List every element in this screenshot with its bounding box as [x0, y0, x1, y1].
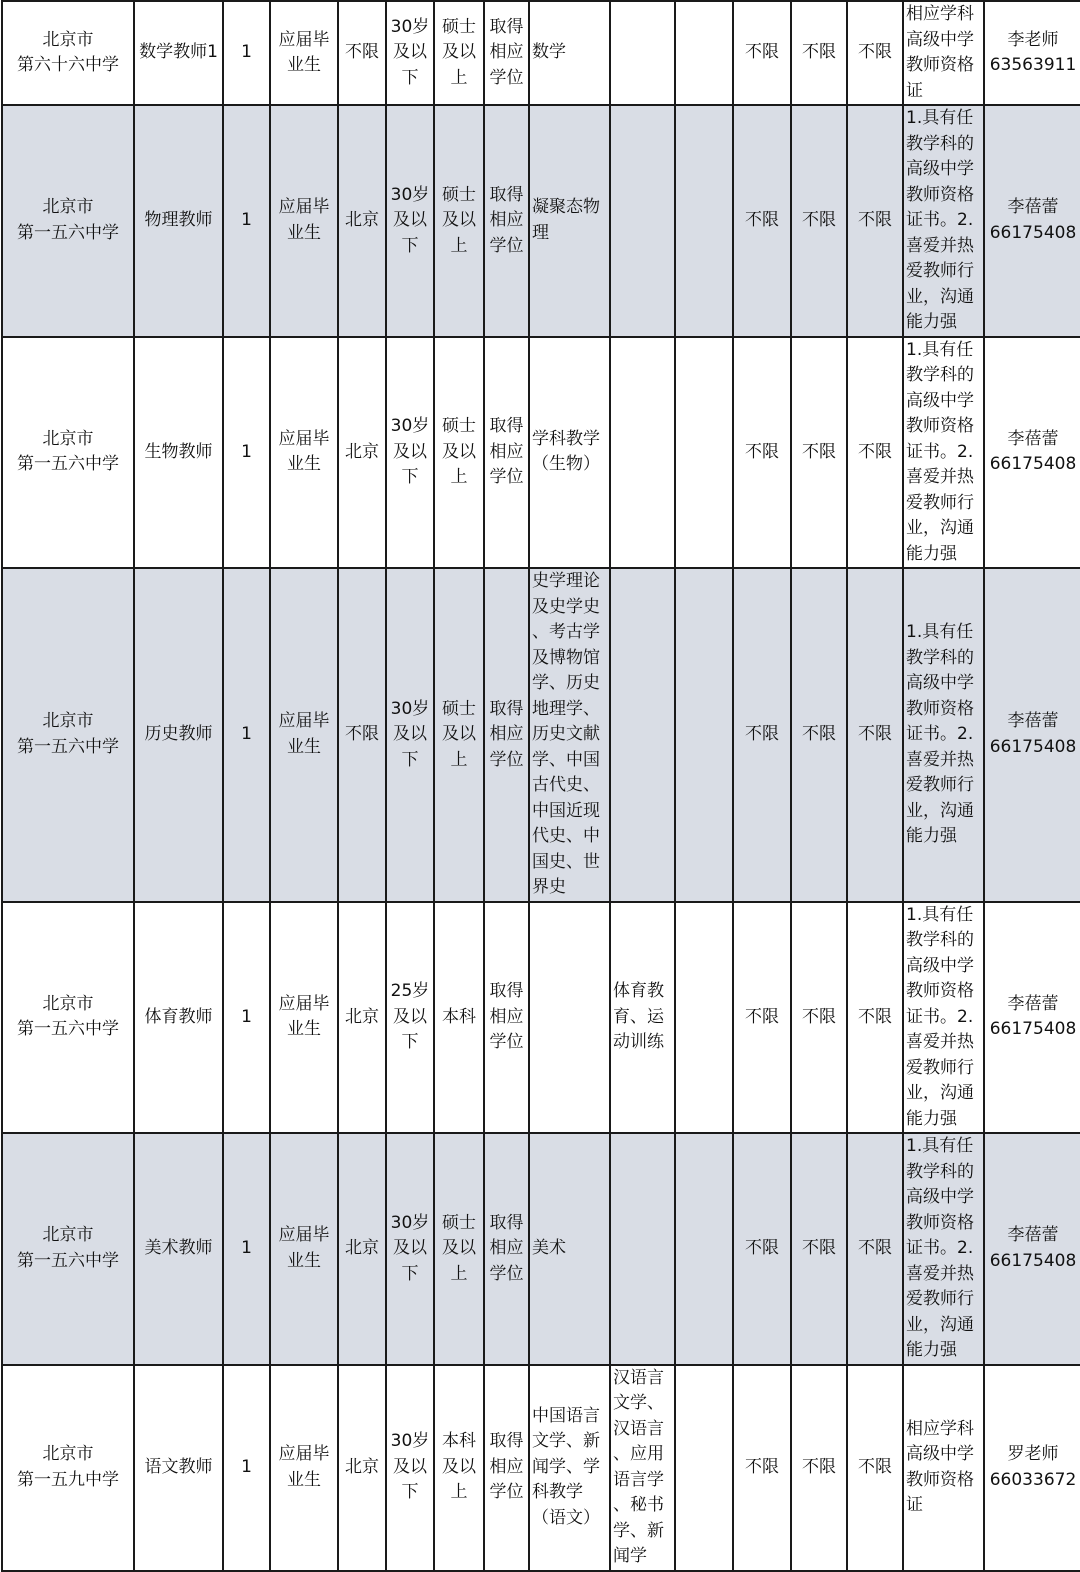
- hukou-cell: 北京: [338, 337, 386, 569]
- table-row: [2, 1, 1080, 105]
- age-cell: 25岁 及以 下: [386, 902, 434, 1134]
- graduate-major-cell: 美术: [529, 1133, 610, 1365]
- contact-cell: 李蓓蕾 66175408: [984, 568, 1080, 902]
- source-cell: 应届毕 业生: [270, 568, 338, 902]
- education-cell: 硕士 及以 上: [434, 568, 484, 902]
- unit-cell: 北京市 第一五六中学: [2, 337, 134, 569]
- age-cell: 30岁 及以 下: [386, 1365, 434, 1571]
- undergraduate-major-cell: [610, 568, 675, 902]
- count-cell: 1: [223, 902, 270, 1134]
- position-cell: 历史教师: [134, 568, 223, 902]
- source-cell: 应届毕 业生: [270, 1133, 338, 1365]
- count-cell: 1: [223, 1133, 270, 1365]
- blank-cell: [675, 1, 733, 105]
- blank-cell: [675, 105, 733, 337]
- degree-cell: 取得 相应 学位: [484, 1133, 529, 1365]
- undergraduate-major-cell: [610, 105, 675, 337]
- graduate-major-cell: 数学: [529, 1, 610, 105]
- requirements-cell: 1.具有任 教学科的 高级中学 教师资格 证书。2. 喜爱并热 爱教师行 业，沟通 能力强: [903, 105, 984, 337]
- requirements-cell: 相应学科 高级中学 教师资格 证: [903, 1365, 984, 1571]
- position-cell: 美术教师: [134, 1133, 223, 1365]
- count-cell: 1: [223, 337, 270, 569]
- limit-cell-2: 不限: [791, 337, 847, 569]
- hukou-cell: 北京: [338, 105, 386, 337]
- degree-cell: 取得 相应 学位: [484, 337, 529, 569]
- age-cell: 30岁 及以 下: [386, 1133, 434, 1365]
- limit-cell-3: 不限: [847, 105, 903, 337]
- limit-cell-1: 不限: [733, 1365, 791, 1571]
- limit-cell-3: 不限: [847, 902, 903, 1134]
- table-row: [2, 337, 1080, 569]
- limit-cell-1: 不限: [733, 568, 791, 902]
- unit-cell: 北京市 第一五九中学: [2, 1365, 134, 1571]
- count-cell: 1: [223, 1365, 270, 1571]
- limit-cell-1: 不限: [733, 337, 791, 569]
- table-row: [2, 1133, 1080, 1365]
- undergraduate-major-cell: 汉语言 文学、 汉语言 、应用 语言学 、秘书 学、新 闻学: [610, 1365, 675, 1571]
- contact-cell: 李蓓蕾 66175408: [984, 902, 1080, 1134]
- age-cell: 30岁 及以 下: [386, 105, 434, 337]
- limit-cell-3: 不限: [847, 337, 903, 569]
- unit-cell: 北京市 第一五六中学: [2, 1133, 134, 1365]
- blank-cell: [675, 337, 733, 569]
- limit-cell-1: 不限: [733, 902, 791, 1134]
- unit-cell: 北京市 第一五六中学: [2, 902, 134, 1134]
- hukou-cell: 不限: [338, 1, 386, 105]
- source-cell: 应届毕 业生: [270, 337, 338, 569]
- position-cell: 生物教师: [134, 337, 223, 569]
- blank-cell: [675, 902, 733, 1134]
- limit-cell-2: 不限: [791, 1, 847, 105]
- degree-cell: 取得 相应 学位: [484, 902, 529, 1134]
- position-cell: 数学教师1: [134, 1, 223, 105]
- contact-cell: 罗老师 66033672: [984, 1365, 1080, 1571]
- unit-cell: 北京市 第六十六中学: [2, 1, 134, 105]
- age-cell: 30岁 及以 下: [386, 1, 434, 105]
- position-cell: 物理教师: [134, 105, 223, 337]
- limit-cell-2: 不限: [791, 568, 847, 902]
- graduate-major-cell: 中国语言 文学、新 闻学、学 科教学 （语文）: [529, 1365, 610, 1571]
- table-row: [2, 902, 1080, 1134]
- blank-cell: [675, 1365, 733, 1571]
- contact-cell: 李蓓蕾 66175408: [984, 1133, 1080, 1365]
- source-cell: 应届毕 业生: [270, 1, 338, 105]
- blank-cell: [675, 568, 733, 902]
- graduate-major-cell: 史学理论 及史学史 、考古学 及博物馆 学、历史 地理学、 历史文献 学、中国 古代史、 中国近现 代史、中 国史、世 界史: [529, 568, 610, 902]
- graduate-major-cell: [529, 902, 610, 1134]
- education-cell: 硕士 及以 上: [434, 105, 484, 337]
- requirements-cell: 1.具有任 教学科的 高级中学 教师资格 证书。2. 喜爱并热 爱教师行 业，沟通 能力强: [903, 568, 984, 902]
- limit-cell-1: 不限: [733, 105, 791, 337]
- count-cell: 1: [223, 1, 270, 105]
- degree-cell: 取得 相应 学位: [484, 568, 529, 902]
- source-cell: 应届毕 业生: [270, 1365, 338, 1571]
- hukou-cell: 北京: [338, 1133, 386, 1365]
- requirements-cell: 1.具有任 教学科的 高级中学 教师资格 证书。2. 喜爱并热 爱教师行 业，沟通 能力强: [903, 1133, 984, 1365]
- limit-cell-2: 不限: [791, 902, 847, 1134]
- education-cell: 硕士 及以 上: [434, 1, 484, 105]
- hukou-cell: 北京: [338, 902, 386, 1134]
- degree-cell: 取得 相应 学位: [484, 1365, 529, 1571]
- table-row: [2, 105, 1080, 337]
- undergraduate-major-cell: 体育教 育、运 动训练: [610, 902, 675, 1134]
- limit-cell-3: 不限: [847, 568, 903, 902]
- contact-cell: 李老师 63563911: [984, 1, 1080, 105]
- contact-cell: 李蓓蕾 66175408: [984, 337, 1080, 569]
- recruitment-table: [1, 0, 1080, 1572]
- limit-cell-1: 不限: [733, 1, 791, 105]
- undergraduate-major-cell: [610, 1133, 675, 1365]
- source-cell: 应届毕 业生: [270, 105, 338, 337]
- education-cell: 硕士 及以 上: [434, 337, 484, 569]
- unit-cell: 北京市 第一五六中学: [2, 568, 134, 902]
- education-cell: 本科 及以 上: [434, 1365, 484, 1571]
- undergraduate-major-cell: [610, 337, 675, 569]
- count-cell: 1: [223, 568, 270, 902]
- count-cell: 1: [223, 105, 270, 337]
- contact-cell: 李蓓蕾 66175408: [984, 105, 1080, 337]
- requirements-cell: 1.具有任 教学科的 高级中学 教师资格 证书。2. 喜爱并热 爱教师行 业，沟通 能力强: [903, 902, 984, 1134]
- unit-cell: 北京市 第一五六中学: [2, 105, 134, 337]
- degree-cell: 取得 相应 学位: [484, 1, 529, 105]
- age-cell: 30岁 及以 下: [386, 568, 434, 902]
- source-cell: 应届毕 业生: [270, 902, 338, 1134]
- limit-cell-3: 不限: [847, 1, 903, 105]
- limit-cell-3: 不限: [847, 1133, 903, 1365]
- education-cell: 硕士 及以 上: [434, 1133, 484, 1365]
- limit-cell-2: 不限: [791, 1365, 847, 1571]
- graduate-major-cell: 凝聚态物 理: [529, 105, 610, 337]
- limit-cell-1: 不限: [733, 1133, 791, 1365]
- age-cell: 30岁 及以 下: [386, 337, 434, 569]
- requirements-cell: 1.具有任 教学科的 高级中学 教师资格 证书。2. 喜爱并热 爱教师行 业，沟通 能力强: [903, 337, 984, 569]
- requirements-cell: 相应学科 高级中学 教师资格 证: [903, 1, 984, 105]
- table-row: [2, 568, 1080, 902]
- limit-cell-3: 不限: [847, 1365, 903, 1571]
- limit-cell-2: 不限: [791, 1133, 847, 1365]
- table-row: [2, 1365, 1080, 1571]
- hukou-cell: 不限: [338, 568, 386, 902]
- limit-cell-2: 不限: [791, 105, 847, 337]
- position-cell: 体育教师: [134, 902, 223, 1134]
- degree-cell: 取得 相应 学位: [484, 105, 529, 337]
- blank-cell: [675, 1133, 733, 1365]
- graduate-major-cell: 学科教学 （生物）: [529, 337, 610, 569]
- hukou-cell: 北京: [338, 1365, 386, 1571]
- position-cell: 语文教师: [134, 1365, 223, 1571]
- undergraduate-major-cell: [610, 1, 675, 105]
- education-cell: 本科: [434, 902, 484, 1134]
